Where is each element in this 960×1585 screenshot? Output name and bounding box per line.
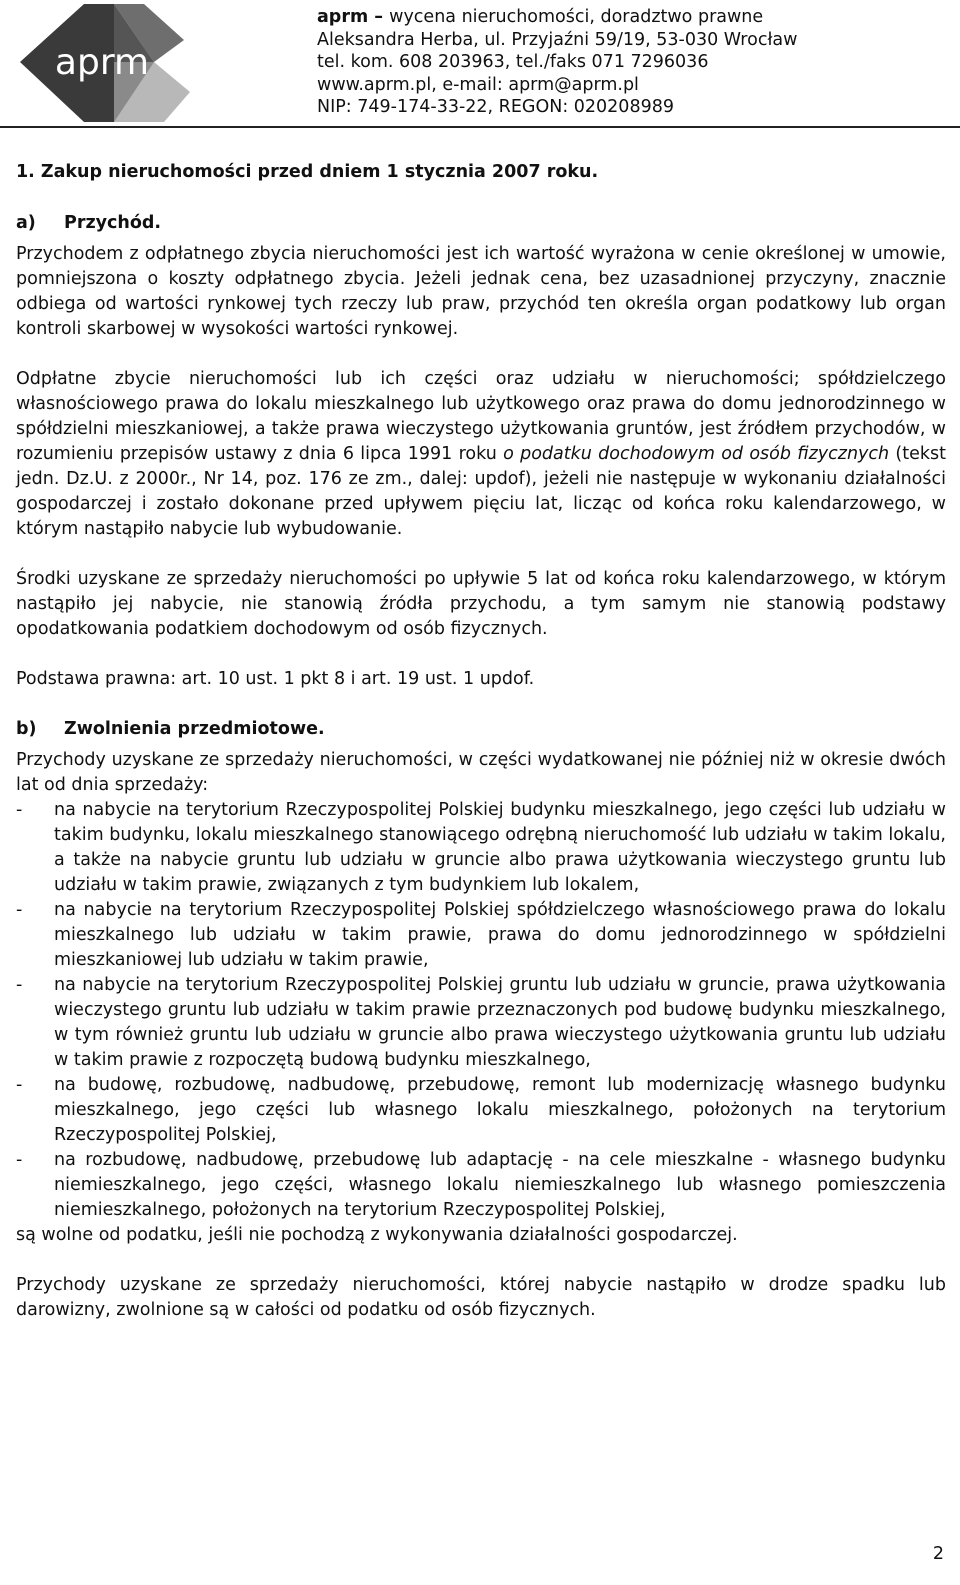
paragraph-legal-basis: Podstawa prawna: art. 10 ust. 1 pkt 8 i art. 19 ust. 1 updof. [16, 669, 535, 689]
subsection-a-marker: a) [16, 213, 36, 233]
list-dash: - [16, 900, 23, 920]
subsection-b-marker: b) [16, 719, 37, 739]
list-item [16, 798, 946, 898]
brand-tagline: wycena nieruchomości, doradztwo prawne [389, 7, 764, 27]
paragraph-sale-source-text-1: Odpłatne zbycie nieruchomości lub ich części oraz udziału w nieruchomości; spółdzielczego własnościowego prawa do lokalu mieszkalnego lub użytkowego oraz prawa do domu jednorodzinnego w spółdzielni mieszkaniowej, a także prawa wieczystego użytkowania gruntów, jest źródłem przychodów, w rozumieniu przepisów ustawy z dnia 6 lipca 1991 roku [16, 369, 946, 464]
section-heading: 1. Zakup nieruchomości przed dniem 1 stycznia 2007 roku. [16, 162, 599, 182]
page-header [0, 0, 960, 130]
subsection-b-heading [16, 717, 946, 742]
paragraph-tax-free: są wolne od podatku, jeśli nie pochodzą z wykonywania działalności gospodarczej. [16, 1225, 738, 1245]
list-item [16, 1148, 946, 1223]
list-item-text: na nabycie na terytorium Rzeczypospolitej Polskiej spółdzielczego własnościowego prawa do lokalu mieszkalnego lub udziału w takim prawie, prawa do domu jednorodzinnego w spółdzielni mieszkaniowej lub udziału w takim prawie, [54, 900, 946, 970]
paragraph-income-definition: Przychodem z odpłatnego zbycia nieruchomości jest ich wartość wyrażona w cenie określonej w umowie, pomniejszona o koszty odpłatnego zbycia. Jeżeli jednak cena, bez uzasadnionej przyczyny, znacznie odbiega od wartości rynkowej tych rzeczy lub praw, przychód ten określa organ podatkowy lub organ kontroli skarbowej w wysokości wartości rynkowej. [16, 244, 946, 339]
list-dash: - [16, 800, 23, 820]
subsection-a-title: Przychód. [64, 213, 162, 233]
company-brand-line [317, 6, 797, 29]
aprm-logo [14, 0, 204, 125]
logo-text: aprm [54, 42, 150, 83]
subsection-b-title: Zwolnienia przedmiotowe. [64, 719, 325, 739]
paragraph-sale-source [16, 367, 946, 542]
company-tax-ids: NIP: 749-174-33-22, REGON: 020208989 [317, 97, 674, 117]
list-item [16, 973, 946, 1073]
brand-name: aprm [317, 7, 369, 27]
list-dash: - [16, 1150, 23, 1170]
company-info [317, 6, 797, 119]
act-title: o podatku dochodowym od osób fizycznych [503, 444, 890, 464]
paragraph-sale-source-text-2: (tekst jedn. Dz.U. z 2000r., Nr 14, poz. 176 ze zm., dalej: updof), jeżeli nie następuje w wykonaniu działalności gospodarczej i zostało dokonane przed upływem pięciu lat, licząc od końca roku kalendarzowego, w którym nastąpiło nabycie lub wybudowanie. [16, 444, 946, 539]
company-phones: tel. kom. 608 203963, tel./faks 071 7296036 [317, 52, 709, 72]
exemption-list [16, 798, 946, 1223]
list-item [16, 1073, 946, 1148]
list-item-text: na budowę, rozbudowę, nadbudowę, przebudowę, remont lub modernizację własnego budynku mieszkalnego, jego części lub własnego lokalu mieszkalnego, położonych na terytorium Rzeczypospolitej Polskiej, [54, 1075, 946, 1145]
company-address: Aleksandra Herba, ul. Przyjaźni 59/19, 53-030 Wrocław [317, 29, 798, 50]
company-web-email: www.aprm.pl, e-mail: aprm@aprm.pl [317, 74, 639, 95]
document-body [16, 160, 946, 1348]
list-item [16, 898, 946, 973]
paragraph-five-years: Środki uzyskane ze sprzedaży nieruchomości po upływie 5 lat od końca roku kalendarzowego, w którym nastąpiło jej nabycie, nie stanowią źródła przychodu, a tym samym nie stanowią podstawy opodatkowania podatkiem dochodowym od osób fizycznych. [16, 569, 946, 639]
page-number: 2 [932, 1544, 944, 1564]
list-item-text: na rozbudowę, nadbudowę, przebudowę lub adaptację - na cele mieszkalne - własnego budynku niemieszkalnego, jego części, własnego lokalu niemieszkalnego lub własnego pomieszczenia niemieszkalnego, położonych na terytorium Rzeczypospolitej Polskiej, [54, 1150, 946, 1220]
list-dash: - [16, 975, 23, 995]
header-divider [0, 126, 960, 128]
list-dash: - [16, 1075, 23, 1095]
paragraph-inheritance: Przychody uzyskane ze sprzedaży nieruchomości, której nabycie nastąpiło w drodze spadku lub darowizny, zwolnione są w całości od podatku od osób fizycznych. [16, 1275, 946, 1320]
brand-separator: – [374, 7, 384, 27]
subsection-a-heading [16, 211, 946, 236]
paragraph-exemption-intro: Przychody uzyskane ze sprzedaży nieruchomości, w części wydatkowanej nie później niż w okresie dwóch lat od dnia sprzedaży: [16, 750, 946, 795]
list-item-text: na nabycie na terytorium Rzeczypospolitej Polskiej gruntu lub udziału w gruncie, prawa użytkowania wieczystego gruntu lub udziału w takim prawie przeznaczonych pod budowę budynku mieszkalnego, w tym również gruntu lub udziału w gruncie albo prawa wieczystego użytkowania gruntu lub udziału w takim prawie z rozpoczętą budową budynku mieszkalnego, [54, 975, 946, 1070]
list-item-text: na nabycie na terytorium Rzeczypospolitej Polskiej budynku mieszkalnego, jego części lub udziału w takim budynku, lokalu mieszkalnego stanowiącego odrębną nieruchomość lub udziału w takim lokalu, a także na nabycie gruntu lub udziału w gruncie albo prawa użytkowania wieczystego gruntu lub udziału w takim prawie, związanych z tym budynkiem lub lokalem, [54, 800, 946, 895]
